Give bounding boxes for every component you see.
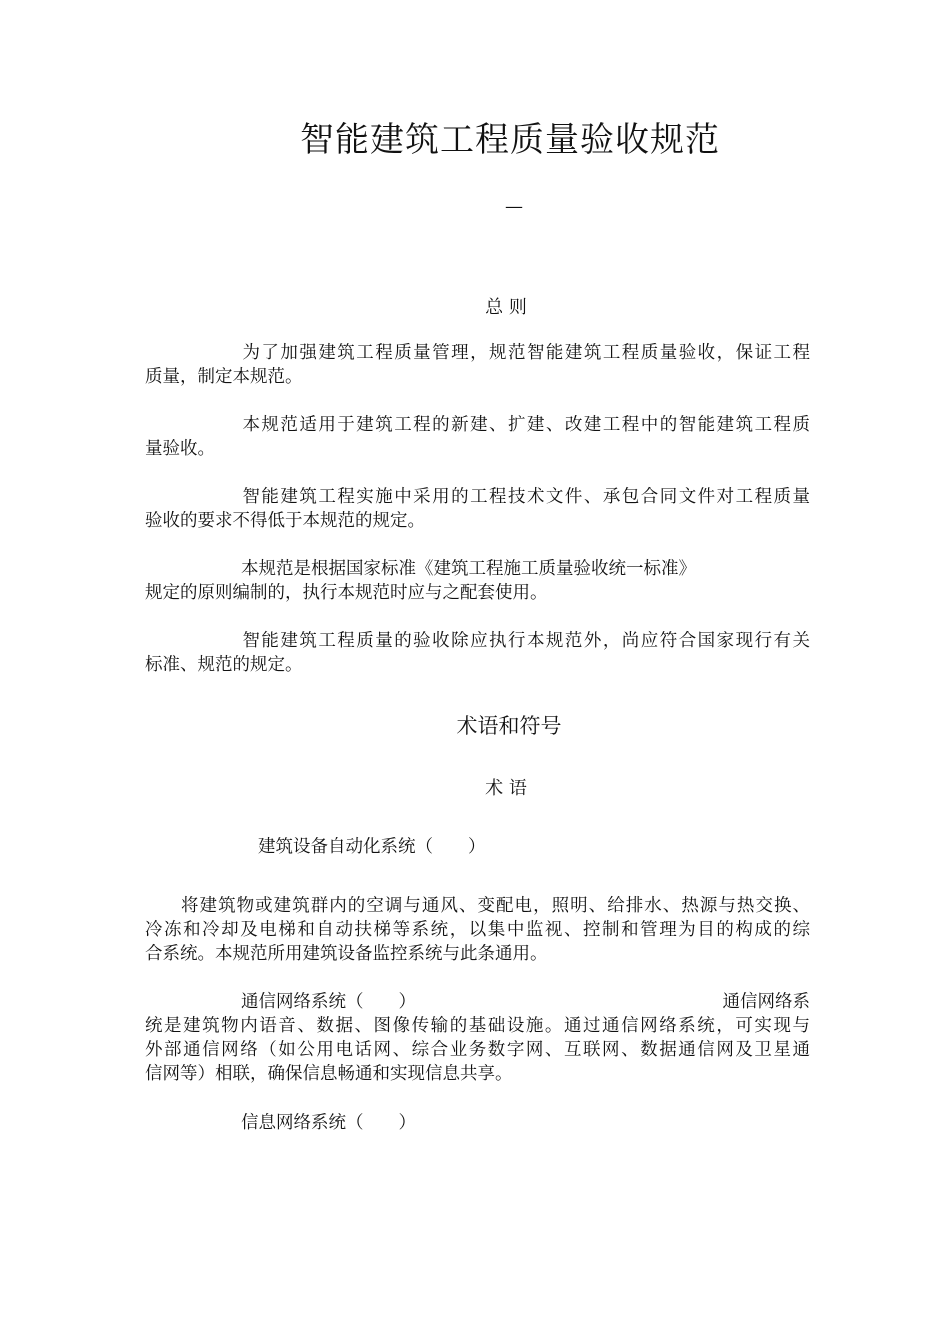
general-paragraph-3: [145, 485, 810, 533]
paragraph-line: 冷冻和冷却及电梯和自动扶梯等系统，以集中监视、控制和管理为目的构成的综: [145, 920, 810, 940]
paragraph-line: 本规范适用于建筑工程的新建、扩建、改建工程中的智能建筑工程质: [241, 415, 810, 435]
general-paragraph-5: [145, 629, 810, 677]
title-dash: —: [505, 196, 523, 217]
general-paragraph-2: [145, 413, 810, 461]
term-in-label: 信息网络系统（ ）: [241, 1113, 416, 1133]
term-cn-label-right: 通信网络系: [722, 992, 810, 1012]
term-bas-definition: [145, 894, 810, 966]
term-in-definition: [145, 1111, 810, 1135]
paragraph-line: 智能建筑工程质量的验收除应执行本规范外，尚应符合国家现行有关: [241, 631, 810, 651]
general-paragraph-4: [145, 557, 810, 605]
paragraph-line: 规定的原则编制的，执行本规范时应与之配套使用。: [145, 583, 548, 603]
paragraph-line: 本规范是根据国家标准《建筑工程施工质量验收统一标准》: [241, 559, 696, 579]
section-heading-general: 总 则: [485, 297, 527, 318]
section-heading-terms-symbols: 术语和符号: [456, 714, 562, 738]
document-title: 智能建筑工程质量验收规范: [300, 120, 720, 160]
section-heading-terms: 术 语: [485, 778, 527, 799]
paragraph-line: 量验收。: [145, 439, 215, 459]
paragraph-line: 统是建筑物内语音、数据、图像传输的基础设施。通过通信网络系统，可实现与: [145, 1016, 810, 1036]
paragraph-line: 将建筑物或建筑群内的空调与通风、变配电，照明、给排水、热源与热交换、: [180, 896, 810, 916]
paragraph-line: 标准、规范的规定。: [145, 655, 303, 675]
term-cn-definition: [145, 990, 810, 1086]
paragraph-line: 质量，制定本规范。: [145, 367, 303, 387]
general-paragraph-1: [145, 341, 810, 389]
paragraph-line: 外部通信网络（如公用电话网、综合业务数字网、互联网、数据通信网及卫星通: [145, 1040, 810, 1060]
paragraph-line: 为了加强建筑工程质量管理，规范智能建筑工程质量验收，保证工程: [241, 343, 810, 363]
term-cn-label: 通信网络系统（ ）: [241, 992, 416, 1012]
paragraph-line: 合系统。本规范所用建筑设备监控系统与此条通用。: [145, 944, 548, 964]
term-bas-label: 建筑设备自动化系统（ ）: [258, 837, 486, 857]
paragraph-line: 验收的要求不得低于本规范的规定。: [145, 511, 425, 531]
paragraph-line: 智能建筑工程实施中采用的工程技术文件、承包合同文件对工程质量: [241, 487, 810, 507]
paragraph-line: 信网等）相联，确保信息畅通和实现信息共享。: [145, 1064, 513, 1084]
